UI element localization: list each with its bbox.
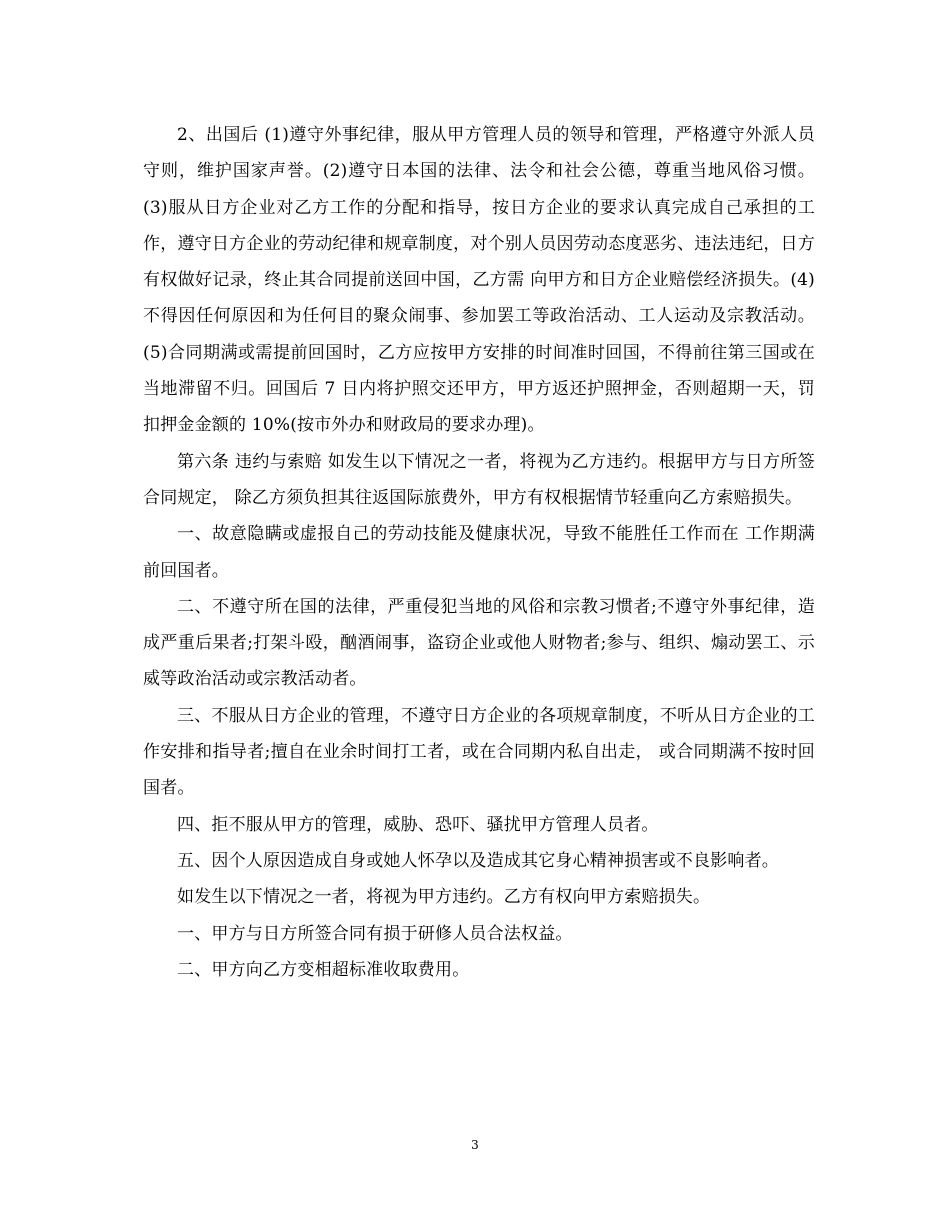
- paragraph-breach-item-4: 四、拒不服从甲方的管理，威胁、恐吓、骚扰甲方管理人员者。: [177, 814, 659, 835]
- document-body: [143, 117, 815, 988]
- paragraph-breach-item-5: 五、因个人原因造成自身或她人怀孕以及造成其它身心精神损害或不良影响者。: [177, 850, 779, 871]
- paragraph-post-departure-obligations: 2、出国后 (1)遵守外事纪律，服从甲方管理人员的领导和管理，严格遵守外派人员守则，维护国家声誉。(2)遵守日本国的法律、法令和社会公德，尊重当地风俗习惯。 (3)服从日方企业对乙方工作的分配和指导，按日方企业的要求认真完成自己承担的工作，遵守日方企业的劳动纪律和规章制度，对个别人员因劳动态度恶劣、违法违纪，日方有权做好记录，终止其合同提前送回中国，乙方需 向甲方和日方企业赔偿经济损失。(4)不得因任何原因和为任何目的聚众闹事、参加罢工等政治活动、工人运动及宗教活动。(5)合同期满或需提前回国时，乙方应按甲方安排的时间准时回国，不得前往第三国或在当地滞留不归。回国后 7 日内将护照交还甲方，甲方返还护照押金，否则超期一天，罚扣押金金额的 10%(按市外办和财政局的要求办理)。: [143, 125, 815, 436]
- paragraph-party-a-breach-intro: 如发生以下情况之一者，将视为甲方违约。乙方有权向甲方索赔损失。: [177, 887, 711, 908]
- page-number: 3: [471, 1138, 479, 1152]
- paragraph-breach-item-2: 二、不遵守所在国的法律，严重侵犯当地的风俗和宗教习惯者;不遵守外事纪律，造成严重后果者;打架斗殴，酗酒闹事，盗窃企业或他人财物者;参与、组织、煽动罢工、示威等政治活动或宗教活动者。: [143, 596, 815, 690]
- paragraph-article-six-breach: 第六条 违约与索赔 如发生以下情况之一者，将视为乙方违约。根据甲方与日方所签合同规定， 除乙方须负担其往返国际旅费外，甲方有权根据情节轻重向乙方索赔损失。: [143, 451, 815, 508]
- paragraph-breach-item-1: 一、故意隐瞒或虚报自己的劳动技能及健康状况，导致不能胜任工作而在 工作期满前回国者。: [143, 524, 815, 581]
- paragraph-party-a-breach-item-1: 一、甲方与日方所签合同有损于研修人员合法权益。: [177, 923, 573, 944]
- paragraph-party-a-breach-item-2: 二、甲方向乙方变相超标准收取费用。: [177, 959, 470, 980]
- paragraph-breach-item-3: 三、不服从日方企业的管理，不遵守日方企业的各项规章制度，不听从日方企业的工作安排和指导者;擅自在业余时间打工者，或在合同期内私自出走， 或合同期满不按时回国者。: [143, 705, 815, 799]
